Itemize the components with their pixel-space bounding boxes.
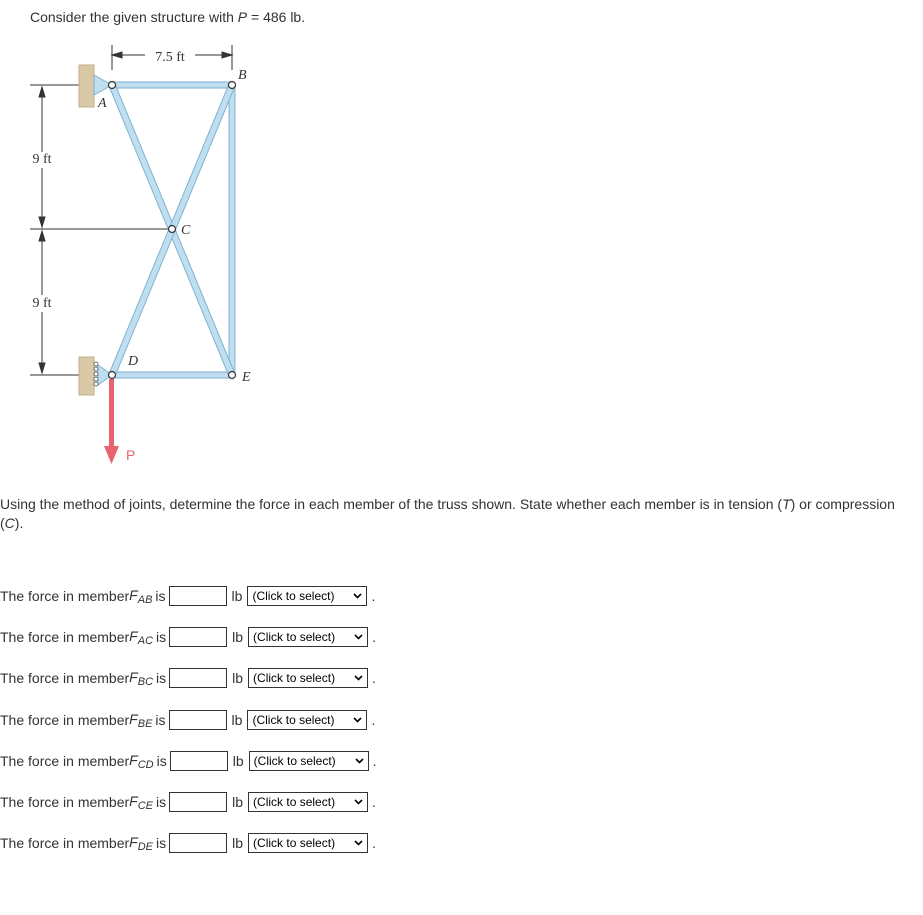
row-prefix: The force in member	[0, 629, 130, 645]
roller-wheels	[94, 362, 98, 386]
tension-compression-select-de[interactable]	[248, 833, 368, 853]
truss-figure	[0, 40, 300, 470]
select-value: (Click to select)	[253, 630, 336, 644]
instructions-compression: C	[4, 515, 15, 531]
force-symbol: $F_{DE}$	[129, 833, 154, 853]
wall-bottom	[79, 357, 94, 395]
problem-suffix: = 486 lb.	[247, 9, 306, 25]
unit-label: lb	[232, 835, 244, 851]
row-is: is	[156, 753, 167, 769]
force-symbol: $F_{BC}$	[129, 668, 154, 688]
force-symbol: $F_{AB}$	[129, 586, 153, 606]
load-arrow	[104, 379, 119, 464]
tension-compression-select-ab[interactable]	[247, 586, 367, 606]
row-is: is	[155, 588, 166, 604]
select-value: (Click to select)	[253, 795, 336, 809]
problem-statement	[30, 9, 305, 25]
force-input-de[interactable]	[169, 833, 227, 853]
answer-row-ac	[0, 626, 376, 648]
tension-compression-select-be[interactable]	[247, 710, 367, 730]
row-end: .	[371, 712, 376, 728]
unit-label: lb	[231, 712, 243, 728]
answer-row-ce	[0, 791, 376, 813]
problem-variable: P	[237, 9, 248, 25]
dim-top-label: 7.5 ft	[155, 50, 185, 65]
label-c: C	[181, 223, 191, 238]
label-d: D	[128, 354, 139, 369]
row-end: .	[372, 835, 376, 851]
force-symbol: $F_{AC}$	[129, 627, 154, 647]
instructions-tension: T	[782, 496, 791, 512]
force-input-ac[interactable]	[169, 627, 227, 647]
force-symbol: $F_{BE}$	[129, 710, 153, 730]
label-e: E	[242, 370, 251, 385]
unit-label: lb	[232, 670, 244, 686]
tension-compression-select-ce[interactable]	[248, 792, 368, 812]
row-is: is	[156, 629, 167, 645]
row-is: is	[156, 670, 167, 686]
select-value: (Click to select)	[252, 589, 335, 603]
chevron-down-icon	[353, 591, 362, 602]
select-value: (Click to select)	[253, 754, 336, 768]
row-prefix: The force in member	[0, 753, 130, 769]
dim-left-lower-label: 9 ft	[32, 296, 52, 311]
force-symbol: $F_{CE}$	[129, 792, 154, 812]
instructions-text-2: ) or compression (	[0, 496, 895, 531]
row-end: .	[371, 588, 376, 604]
chevron-down-icon	[354, 673, 363, 684]
chevron-down-icon	[354, 838, 363, 849]
answer-row-ab	[0, 585, 375, 607]
select-value: (Click to select)	[253, 671, 336, 685]
force-input-be[interactable]	[169, 710, 227, 730]
select-value: (Click to select)	[252, 713, 335, 727]
chevron-down-icon	[355, 756, 364, 767]
dim-left-upper-label: 9 ft	[32, 152, 52, 167]
label-b: B	[238, 68, 247, 83]
force-input-ce[interactable]	[169, 792, 227, 812]
row-end: .	[372, 794, 376, 810]
row-prefix: The force in member	[0, 588, 130, 604]
row-end: .	[372, 753, 377, 769]
instructions-text-1: Using the method of joints, determine the force in each member of the truss shown. State whether each member is in tension (	[0, 496, 783, 512]
unit-label: lb	[232, 629, 244, 645]
unit-label: lb	[232, 753, 244, 769]
wall-top	[79, 65, 94, 107]
row-end: .	[372, 670, 376, 686]
force-input-ab[interactable]	[169, 586, 227, 606]
row-prefix: The force in member	[0, 794, 130, 810]
problem-prefix: Consider the given structure with	[30, 9, 238, 25]
row-end: .	[372, 629, 376, 645]
dimension-left	[30, 85, 172, 375]
unit-label: lb	[231, 588, 243, 604]
instructions-text-3: ).	[14, 515, 24, 531]
answer-row-de	[0, 832, 376, 854]
force-input-bc[interactable]	[169, 668, 227, 688]
answer-row-cd	[0, 750, 377, 772]
force-symbol: $F_{CD}$	[129, 751, 154, 771]
row-is: is	[156, 794, 167, 810]
label-a: A	[98, 96, 107, 111]
load-label-p: P	[126, 447, 136, 463]
row-prefix: The force in member	[0, 670, 130, 686]
chevron-down-icon	[354, 632, 363, 643]
chevron-down-icon	[354, 797, 363, 808]
row-is: is	[156, 835, 167, 851]
force-input-cd[interactable]	[170, 751, 228, 771]
tension-compression-select-bc[interactable]	[248, 668, 368, 688]
unit-label: lb	[232, 794, 244, 810]
tension-compression-select-cd[interactable]	[249, 751, 369, 771]
instructions	[0, 495, 915, 533]
chevron-down-icon	[353, 715, 362, 726]
answer-row-bc	[0, 667, 376, 689]
answer-row-be	[0, 709, 375, 731]
row-prefix: The force in member	[0, 712, 130, 728]
select-value: (Click to select)	[253, 836, 336, 850]
row-is: is	[155, 712, 166, 728]
row-prefix: The force in member	[0, 835, 130, 851]
tension-compression-select-ac[interactable]	[248, 627, 368, 647]
